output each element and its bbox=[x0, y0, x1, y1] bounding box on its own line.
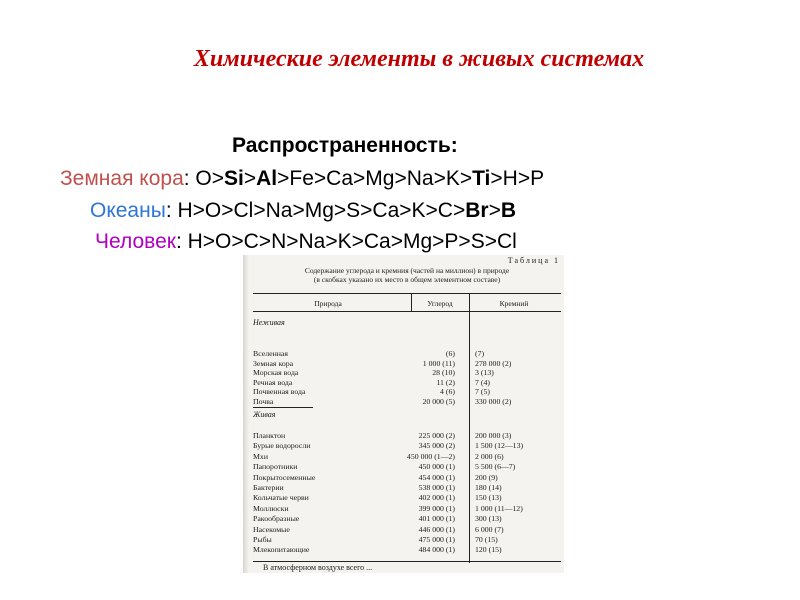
element-sequence-part: >H>P bbox=[490, 167, 545, 190]
carbon-value: 454 000 (1) bbox=[418, 472, 455, 482]
table-row bbox=[243, 387, 564, 397]
element-sequence-part: H>O>Cl>Na>Mg>S>Ca>K>C> bbox=[177, 199, 466, 222]
carbon-value: 399 000 (1) bbox=[418, 503, 455, 513]
table-row bbox=[243, 359, 564, 369]
section-living: Живая bbox=[253, 410, 276, 419]
carbon-value: 345 000 (2) bbox=[418, 441, 455, 451]
row-name: Рыбы bbox=[253, 535, 272, 544]
table-row bbox=[243, 535, 564, 545]
table-row bbox=[243, 441, 564, 451]
silicon-value: 6 000 (7) bbox=[475, 524, 504, 534]
silicon-value: 330 000 (2) bbox=[475, 396, 512, 406]
row-name: Планктон bbox=[253, 431, 286, 440]
element-sequence-part: Si bbox=[224, 167, 244, 190]
earth-crust-label: Земная кора bbox=[60, 167, 184, 190]
earth-crust-line: Земная кора: O>Si>Al>Fe>Ca>Mg>Na>K>Ti>H>P bbox=[60, 167, 545, 190]
silicon-value: 5 500 (6—7) bbox=[475, 462, 516, 472]
silicon-value: 120 (15) bbox=[475, 545, 502, 555]
carbon-value: 446 000 (1) bbox=[418, 524, 455, 534]
table-row bbox=[243, 545, 564, 555]
row-name: Почвенная вода bbox=[253, 387, 306, 396]
carbon-value: 1 000 (11) bbox=[422, 358, 455, 368]
table-row bbox=[243, 504, 564, 514]
table-row bbox=[243, 514, 564, 524]
silicon-value: 1 000 (11—12) bbox=[475, 503, 523, 513]
row-name: Почва bbox=[253, 396, 274, 406]
row-name: Покрытосеменные bbox=[253, 472, 316, 482]
row-name: Бурые водоросли bbox=[253, 441, 311, 451]
silicon-value: 3 (13) bbox=[475, 368, 494, 377]
element-sequence-part: Br bbox=[465, 199, 489, 222]
element-sequence-part: O> bbox=[195, 167, 225, 190]
table-caption: Содержание углерода и кремния (частей на миллион) в природе (в скобках указано их место в общем элементном составе) bbox=[304, 266, 510, 284]
silicon-value: 7 (5) bbox=[475, 387, 490, 396]
row-name: Земная кора bbox=[253, 358, 294, 368]
row-name: Млекопитающие bbox=[253, 545, 310, 555]
row-name: Насекомые bbox=[253, 524, 290, 534]
row-name: Моллюски bbox=[253, 503, 289, 513]
silicon-value: 2 000 (6) bbox=[475, 451, 504, 461]
element-sequence-part: >Fe>Ca>Mg>Na>K> bbox=[277, 167, 473, 190]
table-row bbox=[243, 452, 564, 462]
carbon-value: 401 000 (1) bbox=[418, 514, 455, 524]
silicon-value: 1 500 (12—13) bbox=[475, 441, 524, 451]
table-row bbox=[243, 378, 564, 388]
col-nature-header: Природа bbox=[314, 299, 342, 308]
silicon-value: 300 (13) bbox=[475, 514, 502, 524]
carbon-value: 225 000 (2) bbox=[418, 431, 455, 440]
element-sequence-part: Al bbox=[256, 167, 278, 190]
table-row bbox=[243, 493, 564, 503]
row-name: Кольчатые черви bbox=[253, 493, 309, 503]
element-sequence-part: Ti bbox=[472, 167, 491, 190]
table-row bbox=[243, 473, 564, 483]
row-name: Бактерии bbox=[253, 483, 284, 492]
col-carbon-header: Углерод bbox=[427, 299, 453, 308]
human-line: Человек: H>O>C>N>Na>K>Ca>Mg>P>S>Cl bbox=[95, 230, 517, 253]
human-sequence bbox=[188, 230, 517, 253]
abundance-heading: Распространенность: bbox=[232, 134, 458, 157]
carbon-value: 450 000 (1) bbox=[418, 462, 455, 472]
row-name: Морская вода bbox=[253, 368, 299, 377]
silicon-value: 70 (15) bbox=[475, 535, 498, 544]
carbon-value: 28 (10) bbox=[432, 368, 455, 377]
human-label: Человек bbox=[95, 230, 176, 253]
silicon-value: 200 000 (3) bbox=[475, 431, 512, 440]
carbon-value: 11 (2) bbox=[436, 377, 455, 387]
silicon-value: (7) bbox=[475, 349, 485, 358]
carbon-value: 484 000 (1) bbox=[418, 545, 455, 555]
table-row bbox=[243, 483, 564, 493]
oceans-line: Океаны: H>O>Cl>Na>Mg>S>Ca>K>C>Br>B bbox=[90, 199, 517, 222]
oceans-sequence bbox=[177, 199, 516, 222]
table-footnote: В атмосферном воздухе всего ... bbox=[263, 563, 373, 572]
carbon-value: 538 000 (1) bbox=[418, 483, 455, 492]
row-name: Ракообразные bbox=[253, 514, 300, 524]
row-name: Папоротники bbox=[253, 462, 298, 472]
carbon-value: 450 000 (1—2) bbox=[406, 451, 455, 461]
carbon-value: 20 000 (5) bbox=[422, 396, 455, 406]
oceans-label: Океаны bbox=[90, 199, 166, 222]
silicon-value: 278 000 (2) bbox=[475, 358, 512, 368]
row-name: Вселенная bbox=[253, 349, 288, 358]
element-sequence-part: > bbox=[243, 167, 257, 190]
col-silicon-header: Кремний bbox=[499, 299, 529, 308]
table-row bbox=[243, 431, 564, 441]
element-sequence-part: B bbox=[500, 199, 517, 222]
table-row bbox=[243, 462, 564, 472]
silicon-value: 150 (13) bbox=[475, 493, 502, 503]
carbon-value: 4 (6) bbox=[440, 387, 455, 396]
table-row bbox=[243, 525, 564, 535]
table-number: Таблица 1 bbox=[507, 256, 560, 265]
element-sequence-part: > bbox=[488, 199, 501, 222]
slide-title: Химические элементы в живых системах bbox=[193, 46, 645, 72]
table-row bbox=[243, 397, 564, 407]
scanned-table bbox=[243, 255, 564, 573]
carbon-value: 402 000 (1) bbox=[418, 493, 455, 503]
silicon-value: 7 (4) bbox=[475, 377, 490, 387]
table-row bbox=[243, 368, 564, 378]
row-name: Речная вода bbox=[253, 377, 293, 387]
carbon-value: 475 000 (1) bbox=[418, 535, 455, 544]
element-sequence-part: H>O>C>N>Na>K>Ca>Mg>P>S>Cl bbox=[187, 230, 517, 253]
carbon-value: (6) bbox=[445, 349, 455, 358]
silicon-value: 200 (9) bbox=[475, 472, 498, 482]
row-name: Мхи bbox=[253, 451, 269, 461]
table-row bbox=[243, 349, 564, 359]
earth-crust-sequence bbox=[195, 167, 544, 190]
section-nonliving: Неживая bbox=[253, 318, 285, 327]
silicon-value: 180 (14) bbox=[475, 483, 502, 492]
